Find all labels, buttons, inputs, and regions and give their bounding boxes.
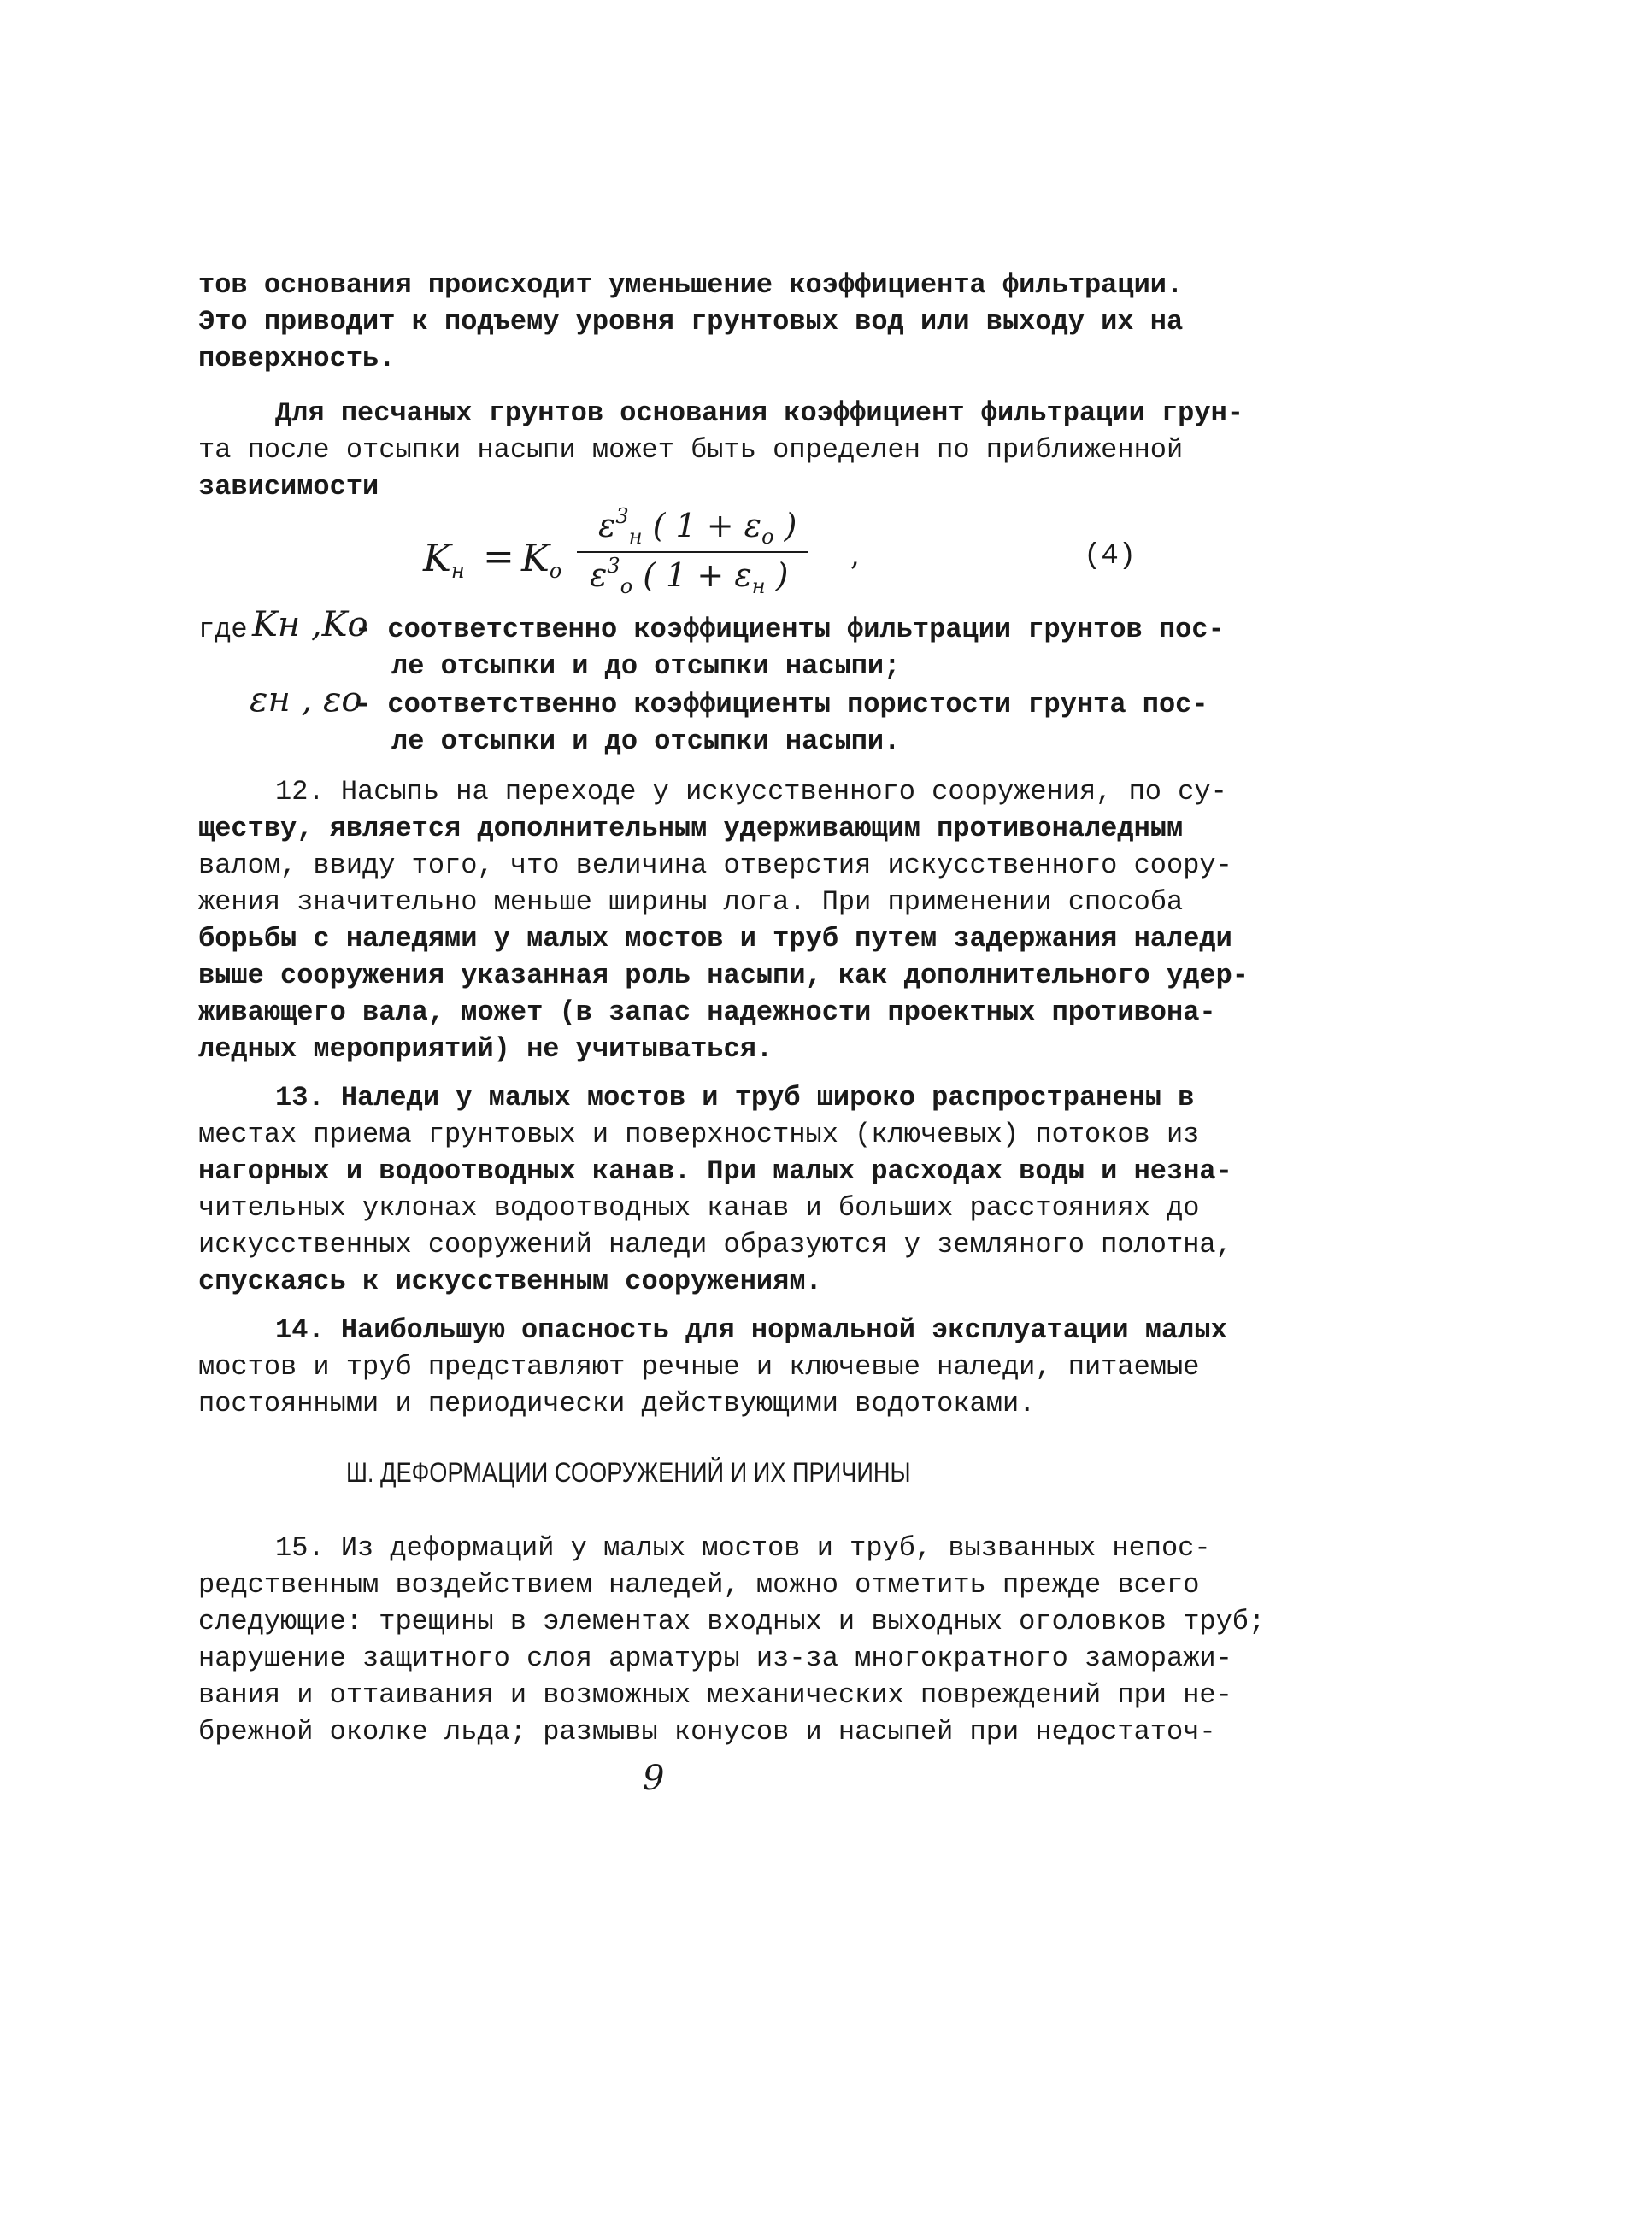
text-line: Это приводит к подъему уровня грунтовых вод или выходу их на — [198, 306, 1184, 338]
den-eps: ε — [590, 556, 608, 594]
den-eps-sub: о — [620, 574, 633, 598]
section-heading: Ш. ДЕФОРМАЦИИ СООРУЖЕНИЙ И ИХ ПРИЧИНЫ — [346, 1457, 911, 1488]
num-paren-sub: о — [761, 525, 774, 549]
text-line: редственным воздействием наледей, можно отметить прежде всего — [198, 1569, 1200, 1601]
text-line: 14. Наибольшую опасность для нормальной эксплуатации малых — [275, 1314, 1227, 1346]
num-eps-sub: н — [628, 525, 643, 549]
text-line: нагорных и водоотводных канав. При малых расходах воды и незна- — [198, 1155, 1232, 1187]
page-number: 9 — [643, 1759, 665, 1798]
den-paren: ( 1 + ε — [643, 556, 752, 594]
def1-prefix: где — [198, 614, 248, 645]
text-line: выше сооружения указанная роль насыпи, как дополнительного удер- — [198, 960, 1249, 991]
text-line: следующие: трещины в элементах входных и выходных оголовков труб; — [198, 1606, 1266, 1637]
num-paren: ( 1 + ε — [652, 507, 762, 544]
den-close: ) — [775, 556, 789, 594]
text-line: валом, ввиду того, что величина отверстия искусственного соору- — [198, 849, 1232, 881]
text-line: зависимости — [198, 471, 379, 502]
text-line: 15. Из деформаций у малых мостов и труб, вызванных непос- — [275, 1532, 1211, 1564]
formula-comma: , — [850, 538, 860, 573]
text-line: вания и оттаивания и возможных механических повреждений при не- — [198, 1679, 1232, 1711]
formula-lhs-sub: н — [450, 559, 465, 583]
formula-coefficient — [521, 537, 561, 583]
formula-lhs — [423, 537, 465, 583]
formula-numerator — [598, 504, 797, 549]
formula-denominator — [590, 554, 788, 598]
num-eps: ε — [598, 507, 616, 544]
formula-lhs-symbol: K — [423, 537, 451, 580]
def1-symbols: Kн ,Kо — [252, 605, 368, 644]
den-paren-sub: н — [751, 574, 766, 598]
text-line: живающего вала, может (в запас надежности проектных противона- — [198, 996, 1216, 1028]
def2-line1: - соответственно коэффициенты пористости грунта пос- — [355, 689, 1208, 720]
text-line: искусственных сооружений наледи образуются у земляного полотна, — [198, 1229, 1232, 1260]
text-line: нарушение защитного слоя арматуры из-за многократного заморажи- — [198, 1642, 1232, 1674]
num-eps-sup: 3 — [615, 504, 629, 528]
text-line: 12. Насыпь на переходе у искусственного сооружения, по су- — [275, 776, 1227, 808]
text-line: спускаясь к искусственным сооружениям. — [198, 1266, 822, 1297]
text-line: борьбы с наледями у малых мостов и труб путем задержания наледи — [198, 923, 1232, 955]
text-line: Для песчаных грунтов основания коэффициент фильтрации грун- — [275, 397, 1243, 429]
text-line: жения значительно меньше ширины лога. При применении способа — [198, 886, 1184, 918]
def1-line1: - соответственно коэффициенты фильтрации грунтов пос- — [355, 614, 1225, 645]
formula-coef-symbol: K — [521, 537, 550, 580]
text-line: та после отсыпки насыпи может быть определен по приближенной — [198, 434, 1184, 466]
text-line: чительных уклонах водоотводных канав и больших расстояниях до — [198, 1192, 1200, 1224]
den-eps-sup: 3 — [607, 554, 620, 578]
text-line: 13. Наледи у малых мостов и труб широко распространены в — [275, 1082, 1195, 1114]
text-line: местах приема грунтовых и поверхностных (ключевых) потоков из — [198, 1119, 1200, 1150]
text-line: поверхность. — [198, 343, 396, 374]
text-line: ществу, является дополнительным удерживающим противоналедным — [198, 813, 1184, 844]
formula-equals: = — [483, 535, 514, 579]
text-line: постоянными и периодически действующими водотоками. — [198, 1388, 1036, 1419]
text-line: тов основания происходит уменьшение коэффициента фильтрации. — [198, 269, 1184, 301]
text-line: брежной околке льда; размывы конусов и насыпей при недостаточ- — [198, 1716, 1216, 1748]
text-line: мостов и труб представляют речные и ключевые наледи, питаемые — [198, 1351, 1200, 1383]
text-line: ледных мероприятий) не учитываться. — [198, 1033, 773, 1065]
def2-line2: ле отсыпки и до отсыпки насыпи. — [391, 726, 901, 757]
def1-line2: ле отсыпки и до отсыпки насыпи; — [391, 650, 901, 682]
def2-symbols: εн , εо — [250, 680, 362, 720]
fraction-line — [577, 551, 808, 553]
num-close: ) — [784, 507, 797, 544]
formula-coef-sub: о — [549, 559, 562, 583]
formula-number: (4) — [1084, 540, 1137, 573]
